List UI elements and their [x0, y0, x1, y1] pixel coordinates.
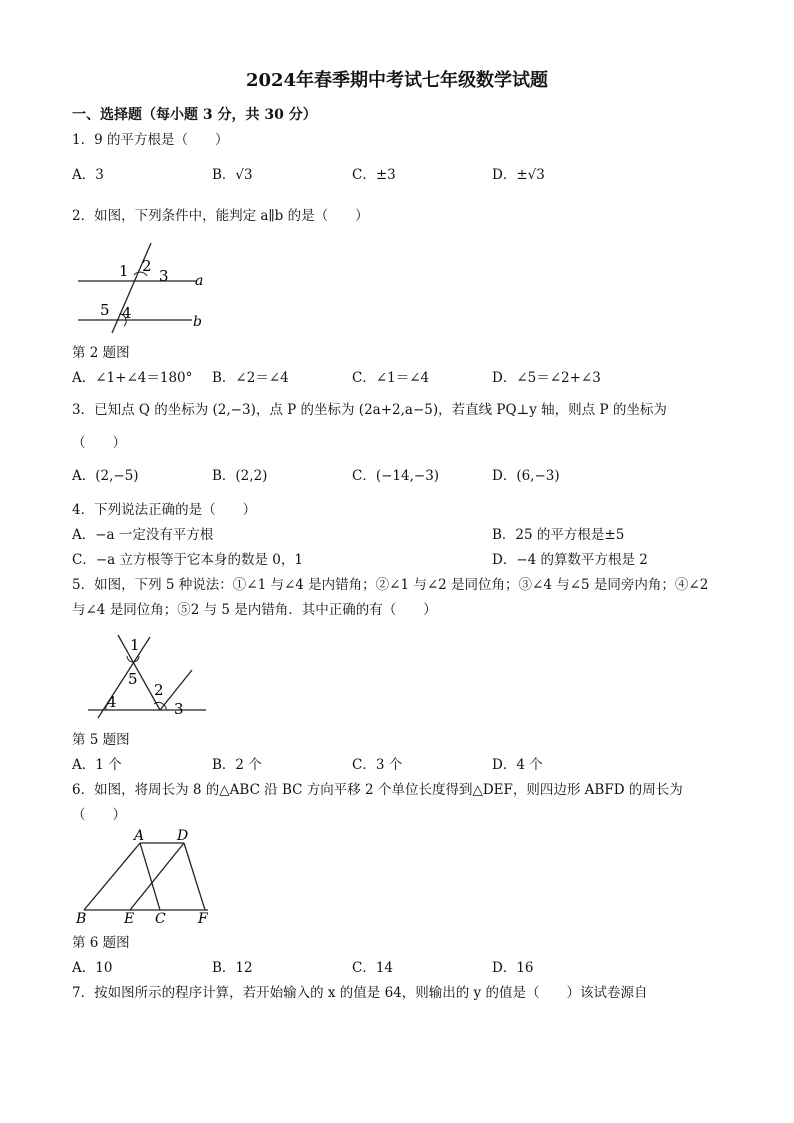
q2-stem: 2．如图，下列条件中，能判定 a∥b 的是（ ） [72, 208, 369, 224]
q5-label-5: 5 [128, 670, 138, 688]
q4-option-a: A．−a 一定没有平方根 [72, 527, 214, 543]
q2-figure [74, 240, 214, 339]
q5-label-2: 2 [154, 681, 164, 699]
q5-stem-cont: 与∠4 是同位角；⑤2 与 5 是内错角．其中正确的有（ ） [72, 602, 437, 618]
q5-option-a: A．1 个 [72, 757, 122, 773]
q6-option-d: D．16 [492, 960, 534, 976]
q2-label-5: 5 [100, 301, 110, 319]
q3-stem-cont: （ ） [72, 435, 126, 451]
q2-label-1: 1 [119, 262, 129, 280]
page-title: 2024年春季期中考试七年级数学试题 [245, 70, 549, 91]
q5-figure [84, 632, 214, 726]
q6-label-B: B [76, 911, 87, 926]
q1-option-d: D．±√3 [492, 167, 545, 183]
q4-stem: 4．下列说法正确的是（ ） [72, 502, 257, 518]
q2-caption: 第 2 题图 [72, 345, 130, 361]
q4-option-c: C．−a 立方根等于它本身的数是 0，1 [72, 552, 303, 568]
q5-option-b: B．2 个 [212, 757, 262, 773]
q2-option-b: B．∠2＝∠4 [212, 370, 289, 386]
q2-label-a: a [195, 273, 204, 289]
q5-label-3: 3 [174, 700, 184, 718]
q3-option-d: D．(6,−3) [492, 468, 560, 484]
q2-label-4: 4 [122, 304, 132, 322]
q6-caption: 第 6 题图 [72, 935, 130, 951]
q4-option-d: D．−4 的算数平方根是 2 [492, 552, 648, 568]
q2-label-3: 3 [159, 267, 169, 285]
q3-stem: 3．已知点 Q 的坐标为 (2,−3)，点 P 的坐标为 (2a+2,a−5)，若直线 PQ⊥y 轴，则点 P 的坐标为 [72, 402, 667, 418]
q1-option-c: C．±3 [352, 167, 396, 183]
q5-option-c: C．3 个 [352, 757, 403, 773]
q6-label-C: C [155, 911, 166, 926]
q2-option-c: C．∠1＝∠4 [352, 370, 430, 386]
q6-option-a: A．10 [72, 960, 113, 976]
q5-option-d: D．4 个 [492, 757, 543, 773]
q2-label-b: b [193, 314, 202, 330]
q6-stem: 6．如图，将周长为 8 的△ABC 沿 BC 方向平移 2 个单位长度得到△DEF，则四边形 ABFD 的周长为 [72, 782, 683, 798]
q6-option-b: B．12 [212, 960, 253, 976]
q5-label-4: 4 [107, 693, 117, 711]
q6-stem-cont: （ ） [72, 807, 126, 823]
q4-option-b: B．25 的平方根是±5 [492, 527, 625, 543]
q7-stem: 7．按如图所示的程序计算，若开始输入的 x 的值是 64，则输出的 y 的值是（ ）该试卷源自 [72, 985, 648, 1001]
q1-option-a: A．3 [72, 167, 104, 183]
q2-label-2: 2 [142, 257, 152, 275]
q6-option-c: C．14 [352, 960, 394, 976]
q3-option-c: C．(−14,−3) [352, 468, 440, 484]
q6-label-A: A [134, 828, 145, 844]
q6-label-E: E [124, 911, 135, 926]
q1-stem: 1．9 的平方根是（ ） [72, 132, 229, 148]
q6-figure [72, 826, 222, 930]
q5-caption: 第 5 题图 [72, 732, 130, 748]
q3-option-b: B．(2,2) [212, 468, 268, 484]
section-heading: 一、选择题（每小题 3 分，共 30 分） [72, 107, 317, 123]
q2-option-a: A．∠1+∠4＝180° [72, 370, 193, 386]
q2-option-d: D．∠5＝∠2+∠3 [492, 370, 601, 386]
q3-option-a: A．(2,−5) [72, 468, 139, 484]
q5-stem: 5．如图，下列 5 种说法：①∠1 与∠4 是内错角；②∠1 与∠2 是同位角；③∠4 与∠5 是同旁内角；④∠2 [72, 577, 709, 593]
q6-label-D: D [177, 828, 189, 844]
q6-label-F: F [198, 911, 208, 926]
q5-label-1: 1 [130, 636, 140, 654]
q1-option-b: B．√3 [212, 167, 253, 183]
